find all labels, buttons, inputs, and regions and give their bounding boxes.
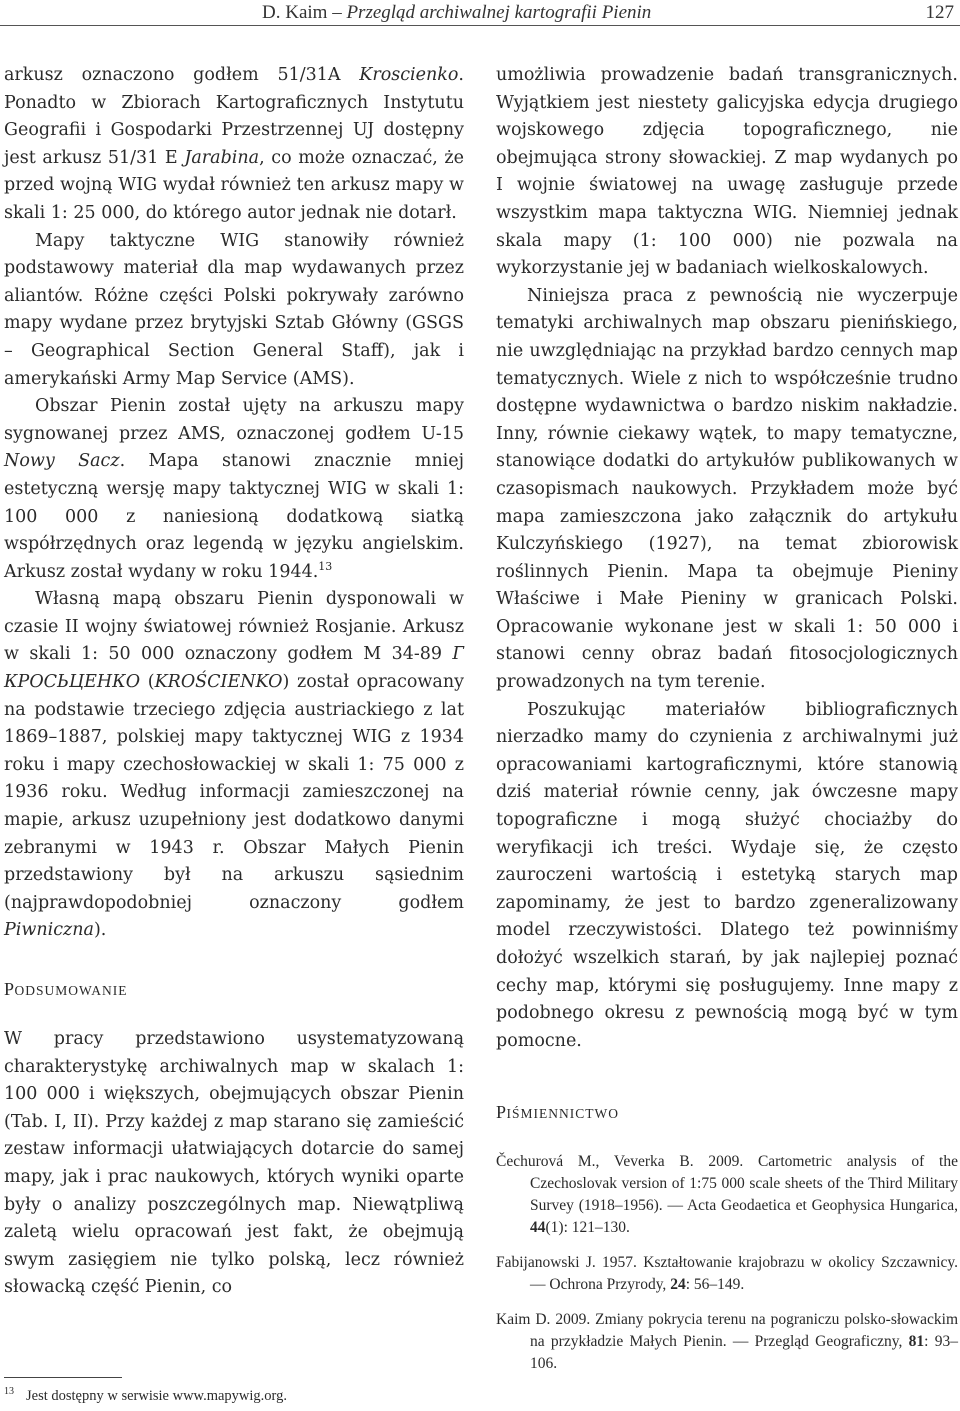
paragraph: Mapy taktyczne WIG stanowiły również podstawowy materiał dla map wydawanych przez aliantów. Różne części Polski pokrywały zarówno mapy wydane przez brytyjski Sztab Główny (GSGS – Geographical Section General Staff), jak i amerykański Army Map Service (AMS).: [4, 230, 464, 389]
section-heading-references: PIŚMIENNICTWO: [496, 1102, 620, 1123]
footnote-rule: [4, 1377, 122, 1378]
paragraph: arkusz oznaczono godłem 51/31A Kroscienko. Ponadto w Zbiorach Kartograficznych Instytutu Geografii i Gospodarki Przestrzennej UJ dostępny jest arkusz 51/31 E Jarabina, co może oznaczać, że przed wojną WIG wydał również ten arkusz mapy w skali 1: 25 000, do którego autor jednak nie dotarł.: [4, 65, 464, 223]
reference-list: [496, 1151, 958, 1375]
section-heading-summary: PODSUMOWANIE: [4, 979, 128, 999]
paragraph: W pracy przedstawiono usystematyzowaną charakterystykę archiwalnych map w skalach 1: 100 000 i większych, obejmujących obszar Pienin (Tab. I, II). Przy każdej z map starano się zamieścić zestaw informacji ułatwiających dotarcie do samej mapy, jak i prac naukowych, których wyniki oparte były o analizy poszczególnych map. Niewątpliwą zaletą wielu opracowań jest fakt, że obejmują swym zasięgiem nie tylko polską, lecz również słowacką część Pienin, co: [4, 1029, 464, 1298]
reference-item: Fabijanowski J. 1957. Kształtowanie krajobrazu w okolicy Szczawnicy. — Ochrona Przyrody, 24: 56–149.: [496, 1254, 958, 1294]
reference-item: Čechurová M., Veverka B. 2009. Cartometric analysis of the Czechoslovak version of 1:75 000 scale sheets of the Third Military Survey (1918–1956). — Acta Geodaetica et Geophysica Hungarica, 44(1): 121–130.: [496, 1153, 958, 1237]
paragraph: Własną mapą obszaru Pienin dysponowali w czasie II wojny światowej również Rosjanie. Arkusz w skali 1: 50 000 oznaczony godłem M 34-89 Г КРОСЬЦЕНКО (KROŚCIENKO) został opracowany na podstawie trzeciego zdjęcia austriackiego z lat 1869–1887, polskiej mapy taktycznej WIG z 1934 roku i mapy czechosłowackiej w skali 1: 75 000 z 1936 roku. Według informacji zamieszczonej na mapie, arkusz uzupełniony jest dodatkowo danymi zebranymi w 1943 r. Obszar Małych Pienin przedstawiony był na arkuszu sąsiednim (najprawdopodobniej oznaczony godłem Piwniczna).: [4, 589, 465, 941]
paragraph: Obszar Pienin został ujęty na arkuszu mapy sygnowanej przez AMS, oznaczonej godłem U-15 Nowy Sacz. Mapa stanowi znacznie mniej estetyczną wersję mapy taktycznej WIG w skali 1: 100 000 z naniesioną dodatkową siatką współrzędnych oraz legendą w języku angielskim. Arkusz został wydany w roku 1944.13: [4, 396, 464, 582]
footnote-ref: 13: [318, 559, 333, 573]
page-number: 127: [925, 2, 954, 23]
running-title: D. Kaim – Przegląd archiwalnej kartografii Pienin: [262, 2, 652, 23]
paragraph: Niniejsza praca z pewnością nie wyczerpuje tematyki archiwalnych map obszaru pienińskiego, nie uwzględniając na przykład bardzo cennych map tematycznych. Wiele z nich to współcześnie trudno dostępne wydawnictwa o bardzo niskim nakładzie. Inny, równie ciekawy wątek, to mapy tematyczne, stanowiące dodatki do artykułów publikowanych w czasopismach naukowych. Przykładem może być mapa zamieszczona jako załącznik do artykułu Kulczyńskiego (1927), na temat zbiorowisk roślinnych Pienin. Mapa ta obejmuje Pieniny Właściwe i Małe Pieniny w granicach Polski. Opracowanie wykonane jest w skali 1: 50 000 i stanowi cenny obraz badań fitosocjologicznych prowadzonych na tym terenie.: [496, 285, 958, 693]
running-header: [0, 0, 960, 26]
paragraph: umożliwia prowadzenie badań transgranicznych. Wyjątkiem jest niestety galicyjska edycja drugiego wojskowego zdjęcia topograficznego, nie obejmująca strony słowackiej. Z map wydanych po I wojnie światowej na uwagę zasługuje przede wszystkim mapa taktyczna WIG. Niemniej jednak skala mapy (1: 100 000) nie pozwala na wykorzystanie jej w badaniach wielkoskalowych.: [496, 65, 958, 279]
footnote: $^{13}$ Jest dostępny w serwisie www.mapywig.org.: [4, 1386, 287, 1404]
paragraph: Poszukując materiałów bibliograficznych nierzadko mamy do czynienia z archiwalnymi już opracowaniami kartograficznymi, które stanowią dziś materiał równie cenny, jak ówczesne mapy topograficzne i mogą służyć chociażby do weryfikacji ich treści. Wydaje się, że często zauroczeni wartością i estetyką starych map zapominamy, że jest to bardzo zgeneralizowany model rzeczywistości. Dlatego też powinniśmy dołożyć wszelkich starań, by jak najlepiej poznać cechy map, którymi się posługujemy. Inne mapy z podobnego okresu z pewnością mogą być w tym pomocne.: [496, 699, 958, 1051]
right-column: [496, 62, 958, 1388]
header-rule: [0, 25, 960, 26]
left-column: [4, 62, 464, 1302]
reference-item: Kaim D. 2009. Zmiany pokrycia terenu na pograniczu polsko-słowackim na przykładzie Małych Pienin. — Przegląd Geograficzny, 81: 93–106.: [496, 1311, 958, 1373]
